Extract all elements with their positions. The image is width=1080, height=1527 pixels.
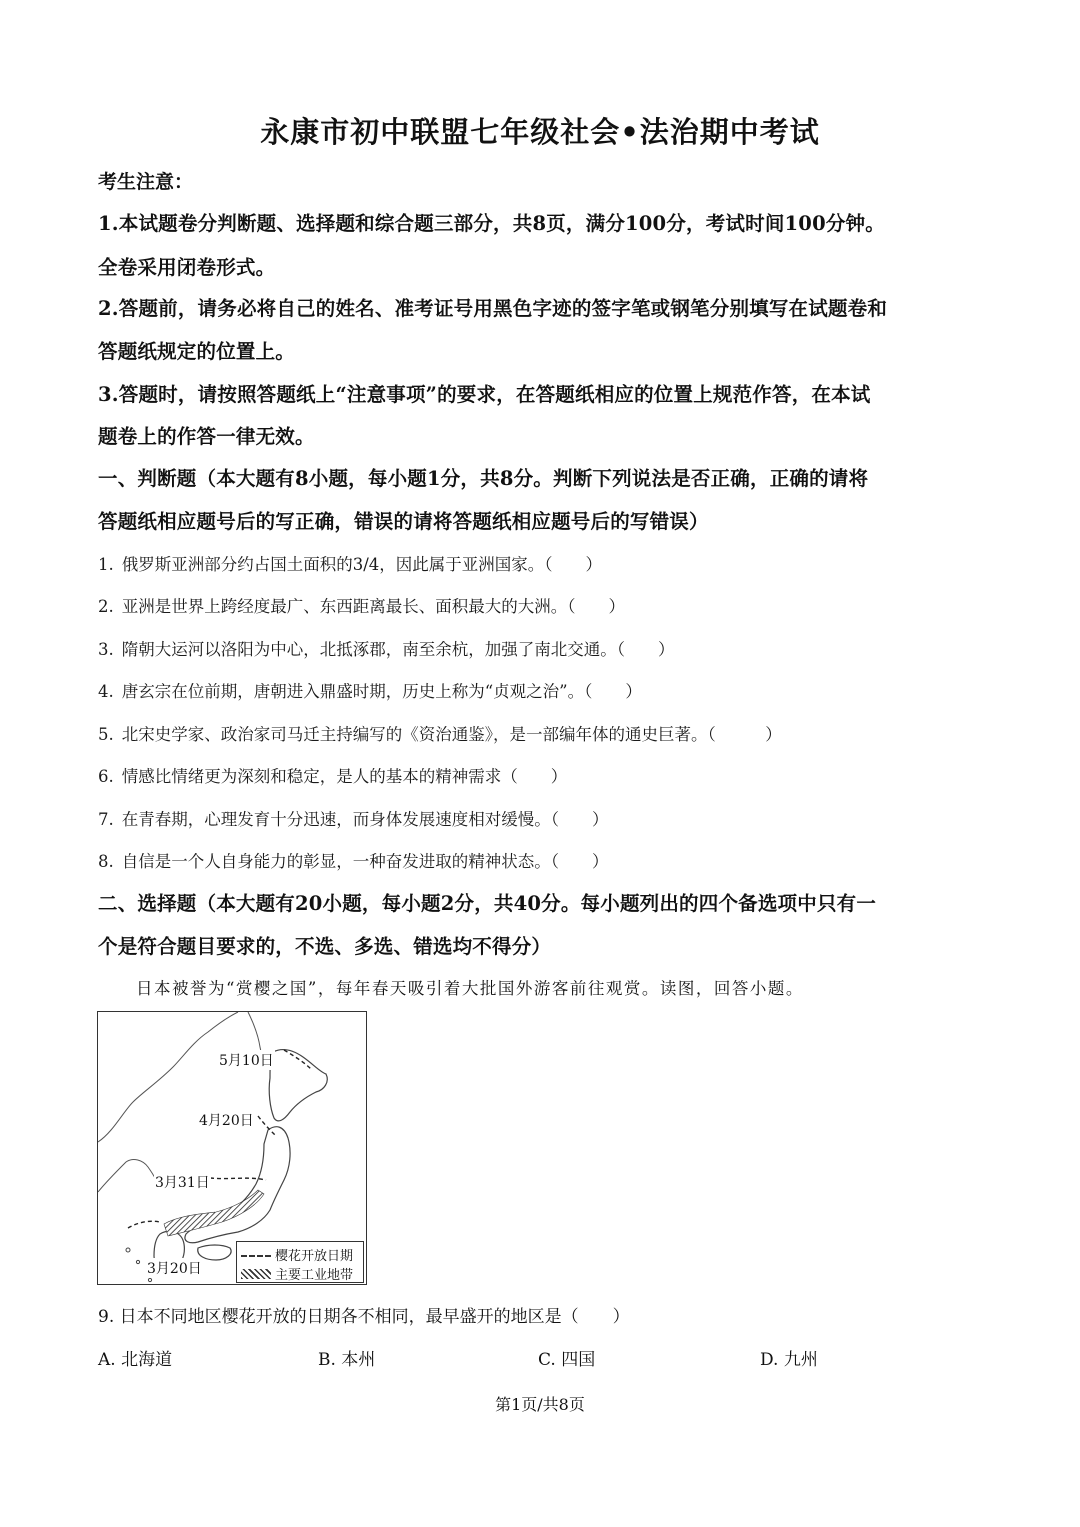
section1-heading: 一、判断题（本大题有8小题，每小题1分，共8分。判断下列说法是否正确，正确的请将 (98, 467, 869, 490)
option-a: A. 北海道 (98, 1350, 173, 1370)
hatch-pattern-icon (241, 1269, 271, 1279)
legend-dashed-row: 樱花开放日期 (241, 1245, 353, 1264)
notice-line: 题卷上的作答一律无效。 (98, 425, 315, 448)
map-label-apr20: 4月20日 (198, 1110, 255, 1130)
section2-heading: 个是符合题目要求的，不选、多选、错选均不得分） (98, 935, 552, 958)
notice-line: 全卷采用闭卷形式。 (98, 256, 276, 279)
map-label-mar20: 3月20日 (146, 1258, 203, 1278)
judgment-item-3: 3. 隋朝大运河以洛阳为中心，北抵涿郡，南至余杭，加强了南北交通。（ ） (98, 640, 675, 659)
question-9: 9. 日本不同地区樱花开放的日期各不相同，最早盛开的地区是（ ） (98, 1307, 630, 1327)
judgment-item-1: 1. 俄罗斯亚洲部分约占国土面积的3/4，因此属于亚洲国家。（ ） (98, 555, 603, 574)
map-label-mar31: 3月31日 (154, 1172, 211, 1192)
option-d: D. 九州 (760, 1350, 818, 1370)
judgment-item-7: 7. 在青春期，心理发育十分迅速，而身体发展速度相对缓慢。（ ） (98, 810, 609, 829)
legend-hatched-row: 主要工业地带 (241, 1264, 353, 1283)
page-title: 永康市初中联盟七年级社会•法治期中考试 (260, 115, 820, 149)
judgment-item-2: 2. 亚洲是世界上跨经度最广、东西距离最长、面积最大的大洲。（ ） (98, 597, 625, 616)
notice-line: 2.答题前，请务必将自己的姓名、准考证号用黑色字迹的签字笔或钢笔分别填写在试题卷和 (98, 297, 888, 320)
judgment-item-8: 8. 自信是一个人自身能力的彰显，一种奋发进取的精神状态。（ ） (98, 852, 609, 871)
notice-line: 1.本试题卷分判断题、选择题和综合题三部分，共8页，满分100分，考试时间100分钟。 (98, 212, 885, 235)
map-label-may10: 5月10日 (218, 1050, 275, 1070)
notice-line: 答题纸规定的位置上。 (98, 340, 296, 363)
option-b: B. 本州 (318, 1350, 376, 1370)
judgment-item-4: 4. 唐玄宗在位前期，唐朝进入鼎盛时期，历史上称为“贞观之治”。（ ） (98, 682, 642, 701)
page-footer: 第1页/共8页 (495, 1395, 585, 1414)
notice-line: 3.答题时，请按照答题纸上“注意事项”的要求，在答题纸相应的位置上规范作答，在本试 (98, 383, 871, 406)
dashed-line-icon (241, 1255, 271, 1257)
section1-heading: 答题纸相应题号后的写正确，错误的请将答题纸相应题号后的写错误） (98, 510, 709, 533)
japan-map (97, 1011, 367, 1285)
judgment-item-5: 5. 北宋史学家、政治家司马迁主持编写的《资治通鉴》，是一部编年体的通史巨著。（ ） (98, 725, 782, 744)
map-legend (236, 1241, 364, 1283)
question-intro: 日本被誉为“赏樱之国”，每年春天吸引着大批国外游客前往观赏。读图，回答小题。 (136, 979, 804, 998)
judgment-item-6: 6. 情感比情绪更为深刻和稳定，是人的基本的精神需求（ ） (98, 767, 568, 786)
notice-heading: 考生注意： (98, 171, 194, 193)
section2-heading: 二、选择题（本大题有20小题，每小题2分，共40分。每小题列出的四个备选项中只有一 (98, 892, 877, 915)
option-c: C. 四国 (538, 1350, 596, 1370)
